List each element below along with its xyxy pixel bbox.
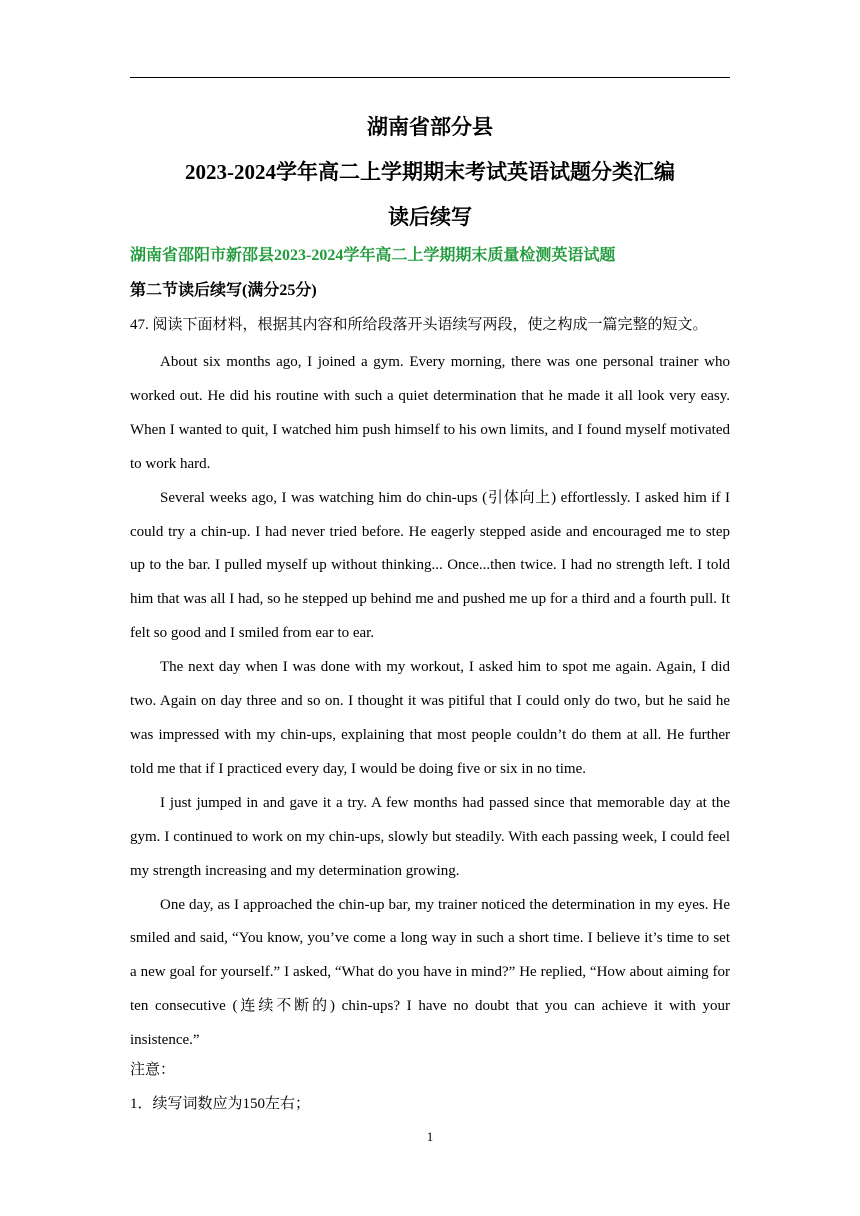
question-instruction: 47. 阅读下面材料，根据其内容和所给段落开头语续写两段，使之构成一篇完整的短文。 — [130, 317, 708, 333]
document-title-category: 读后续写 — [388, 205, 472, 229]
page-number: 1 — [426, 1129, 434, 1144]
section-heading: 第二节读后续写(满分25分) — [130, 282, 317, 299]
passage-paragraph: About six months ago, I joined a gym. Every morning, there was one personal trainer who worked out. He did his routine with such a quiet determination that he made it all look very easy. When I wanted to quit, I watched him push himself to his own limits, and I found myself motivated to work hard. — [130, 354, 730, 472]
notes-item: 1．续写词数应为150左右； — [130, 1096, 311, 1112]
passage-paragraph: I just jumped in and gave it a try. A few months had passed since that memorable day at the gym. I continued to work on my chin-ups, slowly but steadily. With each passing week, I could feel my strength increasing and my determination growing. — [130, 794, 730, 879]
source-heading: 湖南省邵阳市新邵县2023-2024学年高二上学期期末质量检测英语试题 — [130, 247, 616, 264]
passage-paragraph: The next day when I was done with my workout, I asked him to spot me again. Again, I did two. Again on day three and so on. I thought it was pitiful that I could only do two, but he said he was impressed with my chin-ups, explaining that most people couldn’t do them at all. He further told me that if I practiced every day, I would be doing five or six in no time. — [130, 659, 730, 777]
document-title-region: 湖南省部分县 — [367, 115, 493, 139]
passage-paragraph: One day, as I approached the chin-up bar, my trainer noticed the determination in my eyes. He smiled and said, “You know, you’ve come a long way in such a short time. I believe it’s time to set a new goal for yourself.” I asked, “What do you have in mind?” He replied, “How about aiming for ten consecutive (连续不断的) chin-ups? I have no doubt that you can achieve it with your insistence.” — [130, 896, 730, 1049]
reading-passage — [130, 346, 730, 1058]
notes-label: 注意： — [130, 1062, 176, 1078]
document-title-exam: 2023-2024学年高二上学期期末考试英语试题分类汇编 — [185, 160, 675, 184]
header-rule — [130, 77, 730, 78]
passage-paragraph: Several weeks ago, I was watching him do chin-ups (引体向上) effortlessly. I asked him if I could try a chin-up. I had never tried before. He eagerly stepped aside and encouraged me to step up to the bar. I pulled myself up without thinking... Once...then twice. I had no strength left. I told him that was all I had, so he stepped up behind me and pushed me up for a third and a fourth pull. It felt so good and I smiled from ear to ear. — [130, 489, 730, 642]
